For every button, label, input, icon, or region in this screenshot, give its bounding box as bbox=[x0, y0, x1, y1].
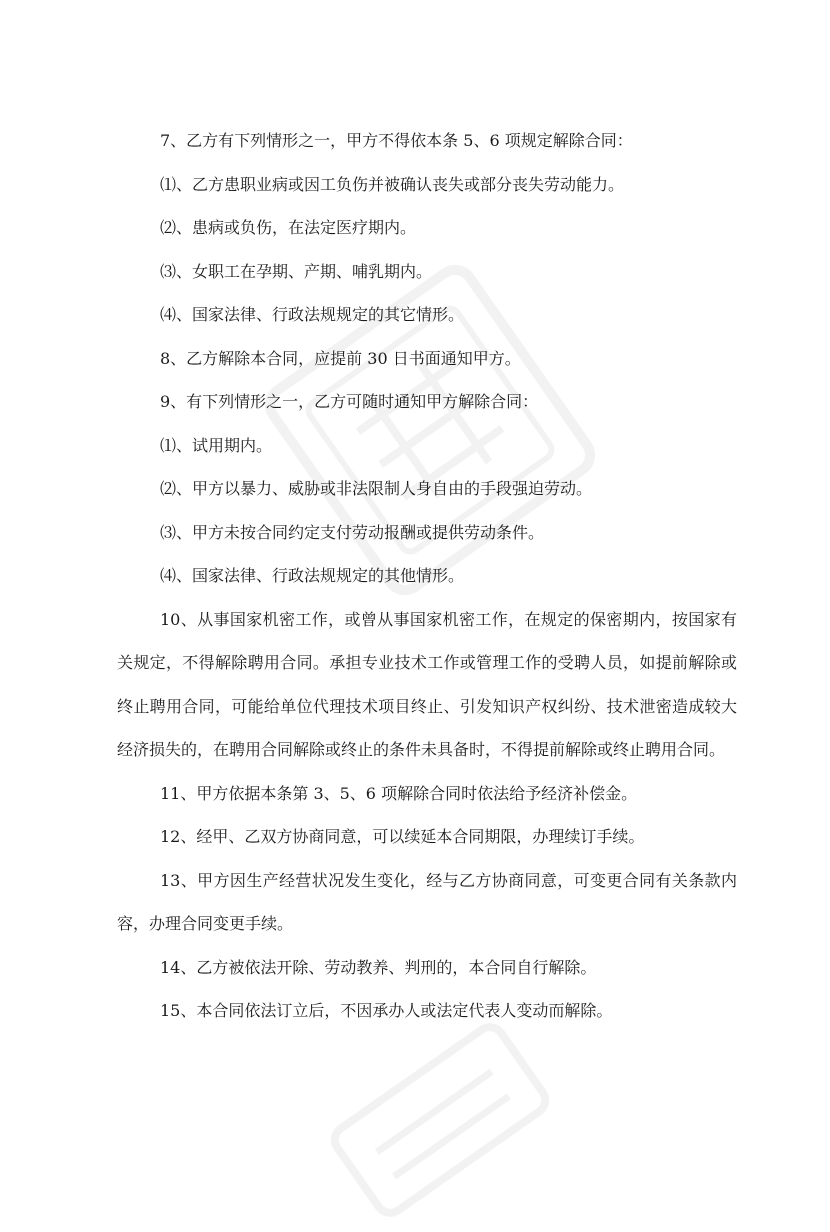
document-body bbox=[117, 119, 737, 1033]
clause-12: 12、经甲、乙双方协商同意，可以续延本合同期限，办理续订手续。 bbox=[160, 827, 645, 846]
clause-13: 13、甲方因生产经营状况发生变化，经与乙方协商同意，可变更合同有关条款内容，办理合同变更手续。 bbox=[117, 870, 737, 933]
clause-10: 10、从事国家机密工作，或曾从事国家机密工作，在规定的保密期内，按国家有关规定，不得解除聘用合同。承担专业技术工作或管理工作的受聘人员，如提前解除或终止聘用合同，可能给单位代理技术项目终止、引发知识产权纠纷、技术泄密造成较大经济损失的，在聘用合同解除或终止的条件未具备时，不得提前解除或终止聘用合同。 bbox=[117, 609, 737, 759]
clause-9: 9、有下列情形之一，乙方可随时通知甲方解除合同： bbox=[160, 392, 539, 411]
clause-7: 7、乙方有下列情形之一，甲方不得依本条 5、6 项规定解除合同： bbox=[160, 131, 633, 150]
clause-7-item-2: ⑵、患病或负伤，在法定医疗期内。 bbox=[160, 218, 417, 237]
clause-9-item-1: ⑴、试用期内。 bbox=[160, 435, 273, 455]
clause-9-item-2: ⑵、甲方以暴力、威胁或非法限制人身自由的手段强迫劳动。 bbox=[160, 479, 593, 498]
clause-14: 14、乙方被依法开除、劳动教养、判刑的，本合同自行解除。 bbox=[160, 957, 597, 977]
clause-11: 11、甲方依据本条第 3、5、6 项解除合同时依法给予经济补偿金。 bbox=[160, 783, 638, 803]
clause-9-item-3: ⑶、甲方未按合同约定支付劳动报酬或提供劳动条件。 bbox=[160, 522, 545, 542]
clause-7-item-3: ⑶、女职工在孕期、产期、哺乳期内。 bbox=[160, 261, 433, 281]
clause-7-item-1: ⑴、乙方患职业病或因工负伤并被确认丧失或部分丧失劳动能力。 bbox=[160, 174, 625, 194]
clause-15: 15、本合同依法订立后，不因承办人或法定代表人变动而解除。 bbox=[160, 1001, 613, 1020]
clause-9-item-4: ⑷、国家法律、行政法规规定的其他情形。 bbox=[160, 566, 465, 585]
watermark-stamp-icon-bottom bbox=[315, 1008, 564, 1232]
clause-7-item-4: ⑷、国家法律、行政法规规定的其它情形。 bbox=[160, 305, 465, 324]
clause-8: 8、乙方解除本合同，应提前 30 日书面通知甲方。 bbox=[160, 348, 521, 368]
